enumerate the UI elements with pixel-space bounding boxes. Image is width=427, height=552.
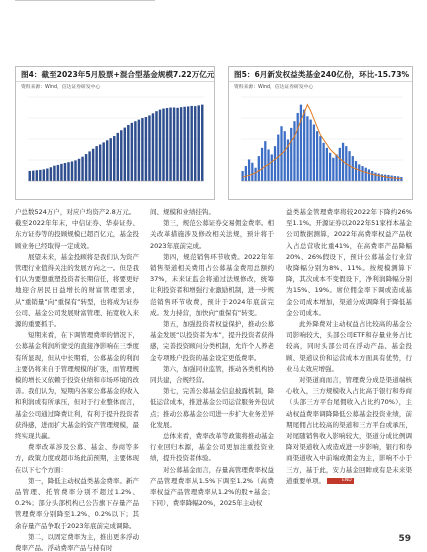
chart-right-bar — [258, 156, 260, 181]
chart-right-bar — [378, 174, 380, 181]
right-paragraph-3 — [286, 375, 412, 487]
chart-right-bar — [248, 159, 250, 181]
chart-right-bar — [316, 131, 318, 181]
chart-left-bar — [124, 128, 126, 181]
column-right — [286, 207, 412, 487]
middle-paragraph-6: 第七，完善公募基金信息披露机制，降低运营成本，推进基金公司运营服务外包试点；推动公募基金公司进一步扩大业务差异化发展。 — [150, 387, 274, 429]
left-paragraph-7: 第二，以固定费率为主，推出更多浮动费率产品。浮动费率产品与持有时 — [15, 532, 139, 552]
chart-left-bar — [120, 130, 122, 181]
left-paragraph-5: 费率改革涉及公募、基金、券商等多方，政策力度或超市场此前预期，主要体现在以下七个方面： — [15, 443, 139, 474]
chart-left-bar — [145, 117, 147, 181]
chart-left-bar — [57, 165, 59, 181]
chart-left-bar — [74, 160, 76, 181]
middle-paragraph-3: 第四，规范销售环节收费。2022年年销售渠道相关费用占公募基金费用总额约37%，未来证监会将通过法规修改，统筹让利投资者和增强行业激励机制，进一步规范销售环节收费，预计于2024年底前完成。发力持营，加快向“重保有”转变。 — [150, 252, 274, 317]
chart-left-bar — [78, 159, 80, 181]
chart-left-bar — [176, 108, 178, 181]
chart-right-bar — [290, 128, 292, 181]
right-paragraph-2: 此外降费对主动权益占比较高的基金公司影响较大，头部公司ETF和存量业务占比较高，同时头部公司在浮动产品、基金投顾、渠道议价和运营成本方面具有优势，行业马太效应增强。 — [286, 320, 412, 373]
chart-left-bar — [67, 162, 69, 181]
chart-right-bar — [306, 116, 308, 181]
chart-right-bar — [339, 148, 341, 181]
chart-right-bar — [254, 168, 256, 181]
chart-right-bar — [319, 136, 321, 181]
top-rule — [15, 0, 155, 1]
chart-left-bar — [152, 113, 154, 181]
chart-right-bar — [361, 166, 363, 181]
column-middle — [150, 207, 274, 509]
chart-left-title: 图4：截至2023年5月股票+混合型基金规模7.22万亿元 — [16, 67, 214, 82]
chart-left-bar — [64, 163, 66, 181]
chart-left-bar — [109, 138, 111, 181]
chart-right-bar — [371, 171, 373, 181]
chart-right-bar — [264, 141, 266, 181]
left-paragraph-1: 户总数524万户，对应户均资产2.8万元。 — [15, 208, 136, 216]
chart-left-bar — [148, 115, 150, 181]
chart-right-source: 资料来源：Wind，信达证券研发中心 — [234, 85, 314, 90]
chart-left-bar — [106, 140, 108, 181]
chart-right-bar — [313, 125, 315, 181]
chart-right-title: 图5：6月新发权益类基金240亿份，环比-15.73% — [229, 67, 412, 82]
chart-left-bar — [187, 106, 189, 181]
chart-left-bar — [102, 142, 104, 181]
left-paragraph-3: 展望未来，基金投顾将是我们认为资产管理行业值得关注的发展方向之一。但是我们认为要想重塑投资者长期信任，将要更好地迎合居民日益增长的财富管理需求，从“重销量”向“重保有”转型，也将成为证券公司、基金公司发展财富管理、拓宽收入来源的重要抓手。 — [15, 252, 139, 329]
chart-left-bar — [50, 167, 52, 181]
chart-right-bar — [274, 146, 276, 181]
left-paragraph-2: 截至2022年年末，中信证券、华泰证券、东方证券等的投顾规模已超百亿元，基金投顾业务已经取得一定成效。 — [15, 219, 139, 250]
chart-right-bar — [355, 161, 357, 181]
chart-right-bar — [332, 158, 334, 181]
chart-right-bar — [352, 156, 354, 181]
chart-left-bar — [194, 106, 196, 181]
chart-right-bar — [374, 173, 376, 181]
chart-left-bar — [92, 149, 94, 181]
right-paragraph-1: 益类基金管理费率将较2022年下降约26%至1.1%。开源证券以2022年51家样本基金公司数据测算，2022年高费率权益产品收入占总营收比重41%，在高费率产品降幅20%、26%假设下，预计公募基金行业营收降幅分别为8%、11%。按规模测算下降，其次成本不变假设下，净利润降幅分别为15%、19%。席位佣金率下调或造成基金公司成本增加，渠道分成调降利于降低基金公司成本。 — [286, 208, 412, 317]
chart-right-bar — [384, 175, 386, 181]
chart-right-bar — [297, 113, 299, 181]
chart-left-bar — [134, 121, 136, 181]
chart-left-bar — [117, 133, 119, 181]
chart-left-bar — [131, 123, 133, 181]
chart-left-bar — [127, 125, 129, 181]
middle-paragraph-2: 第三，规范公募证券交易佣金费率。相关改革措施涉及修改相关法规，预计将于2023年底前完成。 — [150, 219, 274, 250]
middle-paragraph-7: 总体来看，费率改革等政策将推动基金行业回归本源，基金公司更加注重投资业绩，提升投资者体验。 — [150, 432, 274, 463]
chart-left-bar — [95, 146, 97, 181]
chart-left-bar — [190, 106, 192, 181]
chart-right-bar — [335, 154, 337, 181]
middle-paragraph-8: 对公募基金而言，存量高管理费率权益产品管理费率从1.5%下调至1.2%（高费率权益产品管理费率从1.2%的股+基金；下同），费率降幅20%，2025年主动权 — [150, 465, 274, 508]
column-left — [15, 207, 139, 552]
chart-left-source: 资料来源：Wind，信达证券研发中心 — [21, 85, 101, 90]
chart-left-bar — [60, 164, 62, 181]
chart-left-bar — [159, 110, 161, 181]
chart-right-bar — [261, 148, 263, 181]
chart-left-bar — [201, 105, 203, 181]
chart-right-bar — [271, 154, 273, 181]
chart-left-plot — [20, 91, 210, 191]
chart-left-bar — [169, 107, 171, 181]
chart-right-bar — [326, 148, 328, 181]
chart-left-bar — [173, 107, 175, 181]
chart-right-bar — [241, 171, 243, 181]
chart-left-bar — [53, 166, 55, 181]
chart-right-bar — [329, 153, 331, 181]
chart-left-bar — [32, 171, 34, 181]
chart-left-bar — [183, 107, 185, 181]
chart-right-bar — [300, 105, 302, 181]
chart-right-bar — [365, 168, 367, 181]
middle-paragraph-4: 第五，加强投资者权益保护，推动公募基金发展“以投资者为本”，提升投资者获得感，完善投资顾问分类机制，允许个人养老金专项账户投资的基金设定更低费率。 — [150, 320, 274, 362]
chart-right — [228, 66, 413, 200]
chart-left-bar — [46, 169, 48, 181]
chart-left-bar — [113, 136, 115, 181]
chart-right-plot — [233, 91, 409, 191]
chart-right-bar — [358, 164, 360, 181]
chart-left-bar — [81, 157, 83, 181]
chart-left-bar — [141, 118, 143, 181]
right-paragraph-3-text: 对渠道商而言，管理费分成是渠道端核心收入，三方规模收入占比高于银行和券商（头部三方平台尾佣收入占比约70%），主动权益费率调降降低公募基金投资业绩，前期尾佣占比较高的渠道和三方平台或承压，对尾随销售收入影响较大，渠道分成比例调降对渠道收入或造成进一步影响，银行和券商渠道收入中前端或佣金为主，影响不小于三方，基于此，安力基金回眸或有是未来渠道重要单项。 — [286, 376, 412, 485]
middle-paragraph-5: 第六，加强同业监管，推动各类机构协同共建，合规经营。 — [150, 364, 274, 385]
chart-left-bar — [71, 161, 73, 181]
chart-right-bar — [368, 169, 370, 181]
page-number: 59 — [398, 534, 411, 544]
chart-left-bar — [155, 111, 157, 181]
chart-left-bar — [85, 154, 87, 181]
chart-left-bar — [29, 171, 31, 181]
chart-left-bar — [166, 108, 168, 181]
chart-left-bar — [162, 109, 164, 181]
chart-left-bar — [39, 170, 41, 181]
left-paragraph-6: 第一，降低主动权益类基金费率。新产品管理、托管费率分别不超过1.2%、0.2%；部分头部机构已公告旗下存量产品管理费率分别降至1.2%、0.2%以下；其余存量产品争取于2023年底前完成调降。 — [15, 476, 139, 530]
chart-right-bar — [245, 166, 247, 181]
left-paragraph-4: 短期来看，在下调管理费率的情况下，公募基金利润所蒙受的直接净影响在三季度有所显现，但从中长期看，公募基金的利润主要仍将来自于管理规模的扩张，而管理规模的增长又依赖于投资业绩和市场环境的改善。我们认为，短期内各家公募基金的收入和利润或有所承压，但对于行业整体而言，基金公司通过降费让利，有利于提升投资者获得感，进而扩大基金的资产管理规模，最终实现共赢。 — [15, 331, 139, 441]
chart-right-bar — [310, 120, 312, 181]
chart-left-bar — [36, 170, 38, 181]
chart-left-bar — [43, 169, 45, 181]
chart-left-bar — [88, 151, 90, 181]
chart-right-bar — [303, 110, 305, 181]
chart-left-bar — [138, 120, 140, 181]
chart-right-bar — [322, 143, 324, 181]
chart-right-bar — [400, 177, 402, 181]
chart-right-bar — [293, 121, 295, 181]
chart-right-bar — [284, 131, 286, 181]
chart-right-bar — [251, 163, 253, 181]
chart-left — [15, 66, 215, 200]
chart-right-bar — [381, 174, 383, 181]
chart-left-bar — [180, 107, 182, 181]
chart-left-bar — [197, 105, 199, 181]
end-mark: END — [327, 478, 354, 484]
chart-left-bar — [99, 145, 101, 181]
middle-paragraph-1: 间、规模和业绩挂钩。 — [150, 208, 215, 216]
